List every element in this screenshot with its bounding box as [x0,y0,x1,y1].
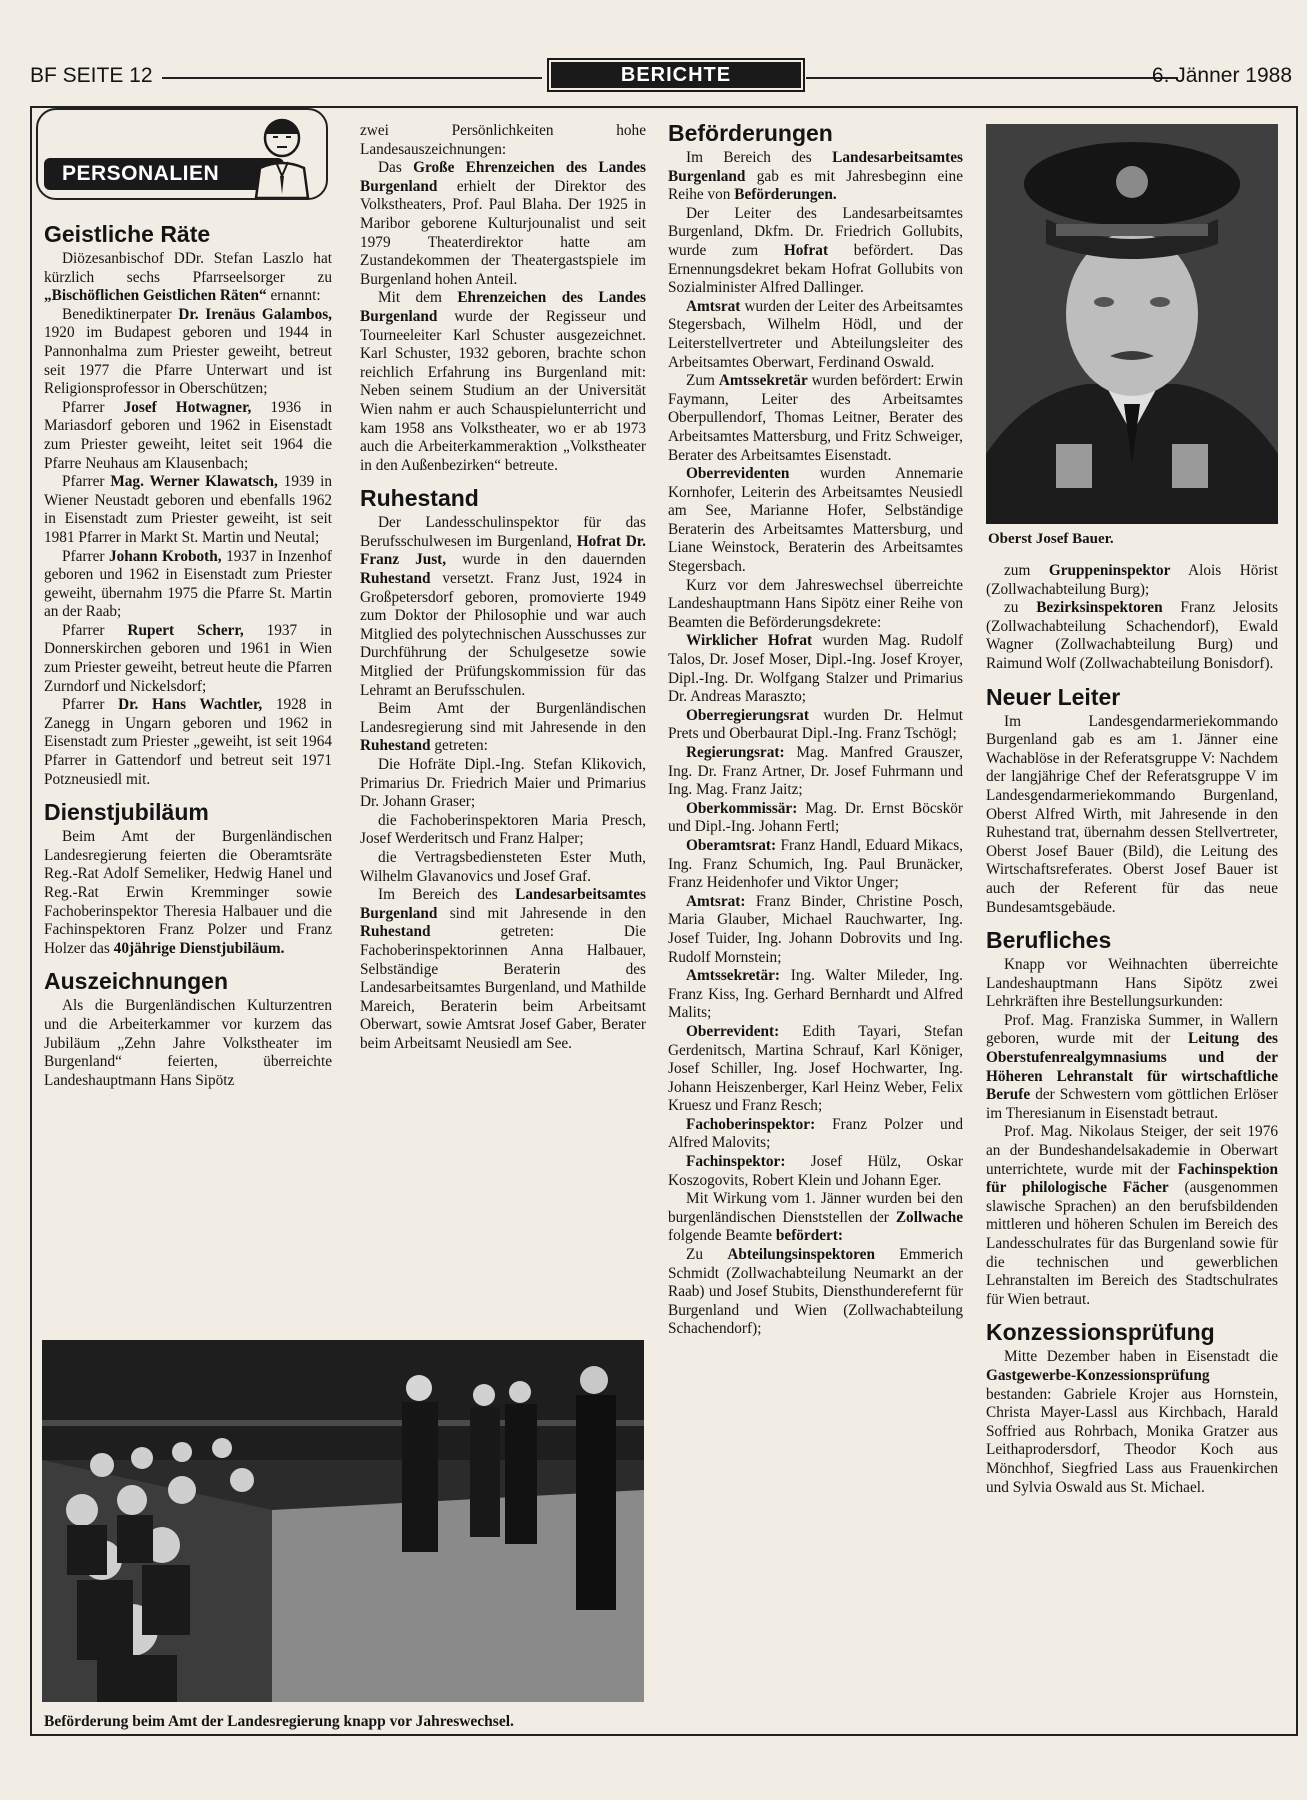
cartoon-man-icon [252,116,312,198]
heading-konzessionspruefung: Konzessionsprüfung [986,1319,1215,1346]
paragraph: Das Große Ehrenzeichen des Landes Burgenland erhielt der Direktor des Volkstheaters, Prof. Paul Blaha. Der 1925 in Maribor geborene Kulturjounalist und seit 1979 Theaterdirektor hatte am Zustandekommen der Theatergastspiele im Burgenland hohen Anteil. [360,159,646,288]
paragraph: Als die Burgenländischen Kulturzentren und die Arbeiterkammer vor kurzem das Jubiläum „Zehn Jahre Volkstheater im Burgenland“ feierten, überreichte Landeshauptmann Hans Sipötz [44,997,332,1089]
paragraph: Der Landesschulinspektor für das Berufsschulwesen im Burgenland, Hofrat Dr. Franz Just, wurde in den dauernden Ruhestand versetzt. Franz Just, 1924 in Großpetersdorf geboren, promovierte 1949 zum Doktor der Philosophie und war auch Mitglied des polytechnischen Ausschusses zur Durchführung der Schulgesetze sowie Mitglied der Prüfungskommission für das Lehramt an Berufsschulen. [360,514,647,699]
portrait-caption: Oberst Josef Bauer. [988,531,1114,547]
page-number: BF SEITE 12 [30,64,153,87]
paragraph: Pfarrer Mag. Werner Klawatsch, 1939 in Wiener Neustadt geboren und ebenfalls 1962 in Eisenstadt zum Priester geweiht, ist seit 1981 Pfarrer in Markt St. Martin und Neutal; [44,473,333,546]
paragraph: Oberrevident: Edith Tayari, Stefan Gerdenitsch, Martina Schrauf, Karl Königer, Josef Schiller, Ing. Josef Hochwarter, Ing. Johann Heiszenberger, Karl Heinz Weber, Felix Kruesz und Franz Resch; [668,1022,964,1115]
paragraph: Pfarrer Dr. Hans Wachtler, 1928 in Zanegg in Ungarn geboren und 1962 in Eisenstadt zum Priester „geweiht, ist seit 1964 Pfarrer in Gattendorf und betreut seit 1971 Potzneusiedl mit. [44,696,332,788]
column-2 [360,122,646,1054]
heading-befoerderungen: Beförderungen [668,120,833,146]
paragraph: Zum Amtssekretär wurden befördert: Erwin Faymann, Leiter des Arbeitsamtes Oberpullendorf, Thomas Leitner, Berater des Arbeitsamtes Mattersburg, und Fritz Schweiger, Berater des Arbeitsamtes Eisenstadt. [668,372,964,464]
paragraph: zwei Persönlichkeiten hohe Landesauszeichnungen: [360,122,646,158]
paragraph: Pfarrer Josef Hotwagner, 1936 in Mariasdorf geboren und 1962 in Eisenstadt zum Priester geweiht, leitet seit 1964 die Pfarre Neuhaus am Klausenbach; [44,398,333,472]
column-4 [986,562,1278,1497]
paragraph: Beim Amt der Burgenländischen Landesregierung sind mit Jahresende in den Ruhestand getreten: [360,700,646,755]
column-1 [44,215,332,1090]
paragraph: die Vertragsbediensteten Ester Muth, Wilhelm Glavanovics und Josef Graf. [360,848,646,885]
column-3 [668,120,963,1339]
paragraph: Diözesanbischof DDr. Stefan Laszlo hat kürzlich sechs Pfarrseelsorger zu „Bischöflichen Geistlichen Räten“ ernannt: [44,250,332,305]
paragraph: Mit dem Ehrenzeichen des Landes Burgenland wurde der Regisseur und Tourneeleiter Karl Schuster ausgezeichnet. Karl Schuster, 1932 geboren, brachte schon reichlich Erfahrung ins Burgenland mit: Neben seinem Studium an der Universität Wien nahm er auch Schauspielunterricht und kam 1958 ans Volkstheater, wo er ab 1973 auch die Arbeiterkammeraktion „Volkstheater in den Außenbezirken“ betreute. [360,289,647,474]
paragraph: Benediktinerpater Dr. Irenäus Galambos, 1920 im Budapest geboren und 1944 in Pannonhalma zum Priester geweiht, betreut seit 1977 die Pfarre Unterwart und ist Religionsprofessor in Oberschützen; [44,305,332,398]
header-rule-left [162,77,542,79]
paragraph: Zu Abteilungsinspektoren Emmerich Schmidt (Zollwachabteilung Neumarkt an der Raab) und Josef Stubits, Diensthunderefernt für Burgenland und Wien (Zollwachabteilung Schachendorf); [668,1246,963,1338]
paragraph: Oberkommissär: Mag. Dr. Ernst Böcskör und Dipl.-Ing. Johann Fertl; [668,799,964,836]
paragraph: Im Bereich des Landesarbeitsamtes Burgenland sind mit Jahresende in den Ruhestand getreten: Die Fachoberinspektorinnen Anna Halbauer, Selbständige Beraterin des Landesarbeitsamtes Burgenland, und Mathilde Mareich, Beraterin beim Arbeitsamt Oberwart, sowie Amtsrat Josef Gaber, Berater beim Arbeitsamt Neusiedl am See. [360,886,646,1052]
heading-berufliches: Berufliches [986,927,1112,954]
paragraph: Oberamtsrat: Franz Handl, Eduard Mikacs, Ing. Franz Schumich, Ing. Paul Brunäcker, Franz Heidenhofer und Viktor Unger; [668,836,963,892]
paragraph: Fachinspektor: Josef Hülz, Oskar Koszogovits, Robert Klein und Johann Eger. [668,1153,963,1189]
paragraph: Pfarrer Johann Kroboth, 1937 in Inzenhof geboren und 1962 in Eisenstadt zum Priester geweiht, übernahm 1975 die Pfarre St. Martin an der Raab; [44,547,332,621]
heading-neuer-leiter: Neuer Leiter [986,683,1121,710]
group-photo [42,1340,644,1702]
heading-ruhestand: Ruhestand [360,485,479,512]
paragraph: Im Landesgendarmeriekommando Burgenland gab es am 1. Jänner eine Wachablöse in der Referatsgruppe V: Nachdem der langjährige Chef der Referatsgruppe V im Landesgendarmeriekommando Burgenland, Oberst Alfred Wirth, mit Jahresende in den Ruhestand trat, übernahm dessen Stellvertreter, Oberst Josef Bauer (Bild), die Leitung des Wirtschaftsreferates. Oberst Josef Bauer ist auch der Referent für das neue Bundesamtsgebäude. [986,712,1278,916]
page-header [30,58,1298,94]
paragraph: Der Leiter des Landesarbeitsamtes Burgenland, Dkfm. Dr. Friedrich Gollubits, wurde zum Hofrat befördert. Das Ernennungsdekret bekam Hofrat Gollubits von Sozialminister Alfred Dallinger. [668,204,963,297]
paragraph: Prof. Mag. Nikolaus Steiger, der seit 1976 an der Bundeshandelsakademie in Oberwart unterrichtete, wurde mit der Fachinspektion für philologische Fächer (ausgenommen slawische Sprachen) an den berufsbildenden mittleren und höheren Schulen im Bereich des Landesschulrates für das Burgenland sowie für die technischen und gewerblichen Lehranstalten im Bereich des Stadtschulrates für Wien betraut. [986,1123,1279,1308]
header-rule-right [806,77,1178,79]
heading-auszeichnungen: Auszeichnungen [44,968,229,995]
paragraph: Amtsrat wurden der Leiter des Arbeitsamtes Stegersbach, Wilhelm Hödl, und der Leiterstellvertreter und Abteilungsleiter des Arbeitsamtes Oberwart, Ferdinand Oswald. [668,297,963,371]
group-photo-caption: Beförderung beim Amt der Landesregierung knapp vor Jahreswechsel. [44,1713,514,1730]
paragraph: Oberregierungsrat wurden Dr. Helmut Prets und Oberbaurat Dipl.-Ing. Franz Tschögl; [668,706,964,743]
heading-geistliche-raete: Geistliche Räte [44,221,211,247]
portrait-image [986,124,1278,524]
paragraph: Im Bereich des Landesarbeitsamtes Burgenland gab es mit Jahresbeginn eine Reihe von Beförderungen. [668,149,963,204]
paragraph: Wirklicher Hofrat wurden Mag. Rudolf Talos, Dr. Josef Moser, Dipl.-Ing. Josef Kroyer, Dipl.-Ing. Dr. Wolfgang Stalzer und Primarius Dr. Andreas Maraszto; [668,632,963,706]
paragraph: Regierungsrat: Mag. Manfred Grauszer, Ing. Dr. Franz Artner, Dr. Josef Fuhrmann und Ing. Mag. Franz Jaitz; [668,744,964,799]
paragraph: Oberrevidenten wurden Annemarie Kornhofer, Leiterin des Arbeitsamtes Neusiedl am See, Marianne Hofer, Selbständige Beraterin des Arbeitsamtes Mattersburg, und Liane Weinstock, Beraterin des Arbeitsamtes Stegersbach. [668,465,963,576]
paragraph: Kurz vor dem Jahreswechsel überreichte Landeshauptmann Hans Sipötz einer Reihe von Beamten die Beförderungsdekrete: [668,576,963,631]
paragraph: Beim Amt der Burgenländischen Landesregierung feierten die Oberamtsräte Reg.-Rat Adolf Semeliker, Hedwig Hanel und Reg.-Rat Erwin Kremminger sowie Fachoberinspektor Theresia Halbauer und die Fachinspektoren Franz Polzer und Franz Holzer das 40jährige Dienstjubiläum. [44,828,332,957]
portrait-photo [986,124,1278,524]
paragraph: Die Hofräte Dipl.-Ing. Stefan Klikovich, Primarius Dr. Friedrich Maier und Primarius Dr. Johann Graser; [360,756,646,811]
issue-date: 6. Jänner 1988 [1151,64,1292,87]
paragraph: zu Bezirksinspektoren Franz Jelosits (Zollwachabteilung Schachendorf), Ewald Wagner (Zollwachabteilung Burg) und Raimund Wolf (Zollwachabteilung Bonisdorf). [986,599,1279,672]
paragraph: Mitte Dezember haben in Eisenstadt die Gastgewerbe-Konzessionsprüfung bestanden: Gabriele Krojer aus Hornstein, Christa Mayer-Lassl aus Kirchbach, Harald Soffried aus Rohrbach, Monika Gratzer aus Leithaprodersdorf, Theodor Koch aus Mönchhof, Siegfried Lass aus Frauenkirchen und Sylvia Oswald aus St. Michael. [986,1348,1278,1496]
paragraph: Mit Wirkung vom 1. Jänner wurden bei den burgenländischen Dienststellen der Zollwache folgende Beamte befördert: [668,1190,963,1245]
paragraph: die Fachoberinspektoren Maria Presch, Josef Werderitsch und Franz Halper; [360,811,646,848]
personalien-label: PERSONALIEN [44,158,284,190]
paragraph: Amtsrat: Franz Binder, Christine Posch, Maria Glauber, Michael Rauchwarter, Ing. Josef Tuider, Ing. Johann Dobrovits und Ing. Rudolf Mornstein; [668,892,964,966]
group-photo-image [42,1340,644,1702]
heading-dienstjubilaeum: Dienstjubiläum [44,799,209,826]
paragraph: Pfarrer Rupert Scherr, 1937 in Donnerskirchen geboren und 1961 in Wien zum Priester geweiht, betreut heute die Pfarren Zurndorf und Nickelsdorf; [44,621,332,695]
section-label: BERICHTE [547,58,805,92]
paragraph: Knapp vor Weihnachten überreichte Landeshauptmann Hans Sipötz zwei Lehrkräften ihre Bestellungsurkunden: [986,956,1278,1011]
personalien-badge [36,108,328,200]
paragraph: Prof. Mag. Franziska Summer, in Wallern geboren, wurde mit der Leitung des Oberstufenrealgymnasiums und der Höheren Lehranstalt für wirtschaftliche Berufe der Schwestern vom göttlichen Erlöser im Theresianum in Eisenstadt betraut. [986,1011,1278,1122]
paragraph: Fachoberinspektor: Franz Polzer und Alfred Malovits; [668,1115,963,1152]
paragraph: Amtssekretär: Ing. Walter Mileder, Ing. Franz Kiss, Ing. Gerhard Bernhardt und Alfred Malits; [668,967,963,1022]
paragraph: zum Gruppeninspektor Alois Hörist (Zollwachabteilung Burg); [986,562,1278,598]
